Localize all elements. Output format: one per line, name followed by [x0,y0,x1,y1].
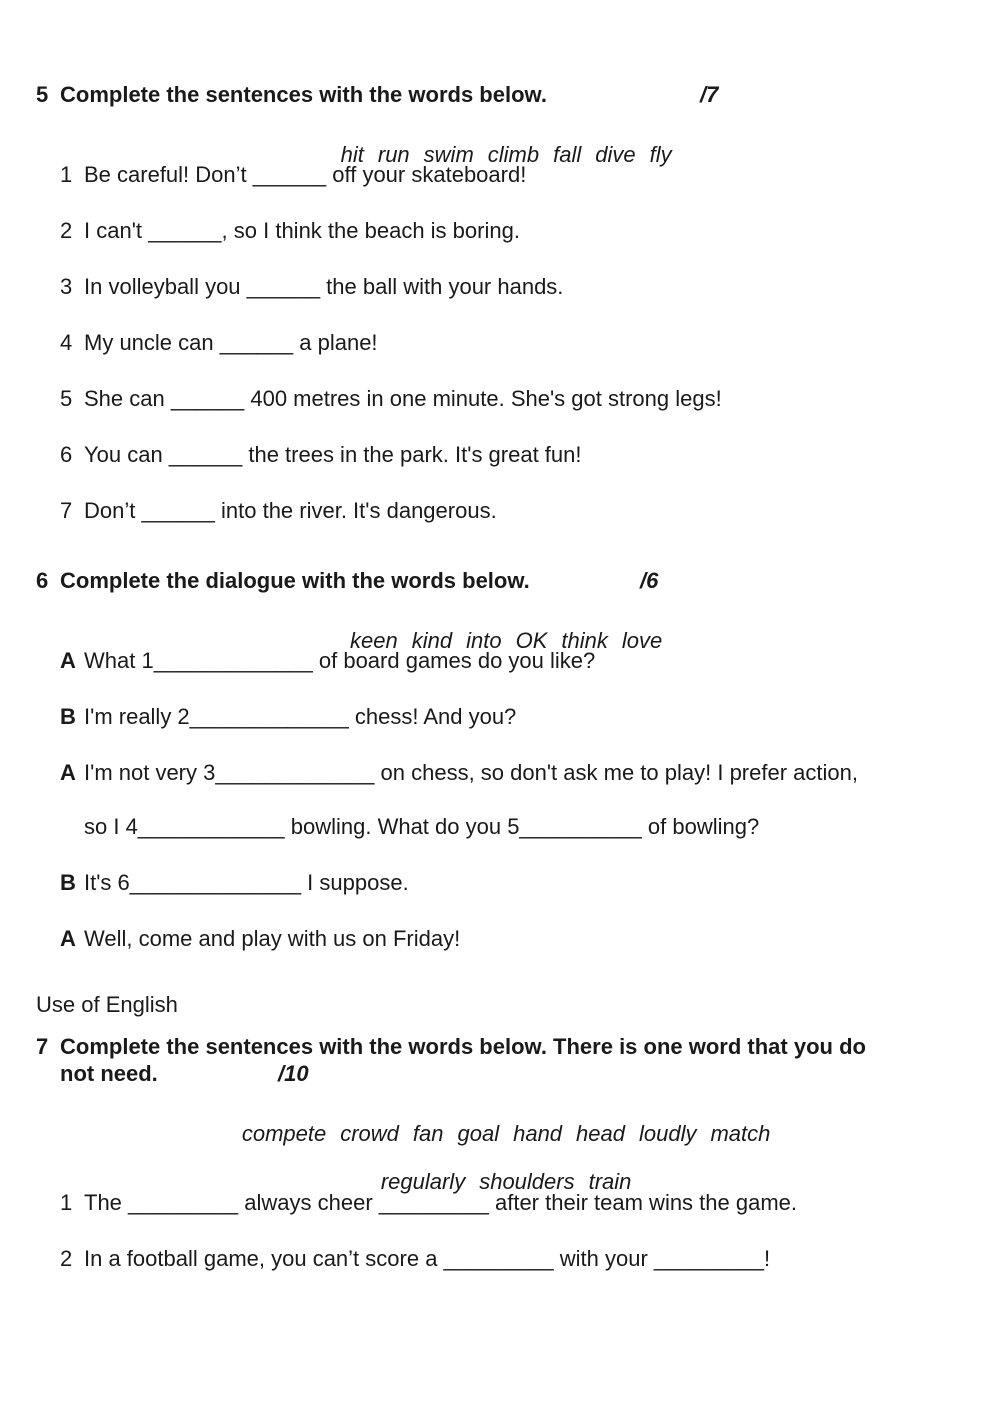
word-bank-item: climb [487,142,540,167]
sentence-text: In volleyball you ______ the ball with your hands. [84,274,564,299]
sentence-text: The _________ always cheer _________ after their team wins the game. [84,1190,798,1215]
dialogue-line: What 1_____________ of board games do you like? [84,648,596,673]
sentence-number: 2 [60,218,73,243]
exercise-5-number: 5 [36,82,49,107]
sentence-text: She can ______ 400 metres in one minute. She's got strong legs! [84,386,722,411]
dialogue-speaker: B [60,704,76,729]
word-bank-item: into [466,628,502,653]
exercise-7-title: Complete the sentences with the words below. There is one word that you do [60,1034,866,1059]
word-bank-item: keen [350,628,398,653]
exercise-5-word-bank [0,122,1000,166]
word-bank-item: fan [412,1121,444,1146]
exercise-5-title: Complete the sentences with the words below. [60,82,547,107]
section-heading: Use of English [36,992,178,1017]
word-bank-item: run [377,142,410,167]
sentence-text: Don’t ______ into the river. It's dangerous. [84,498,497,523]
dialogue-line: It's 6______________ I suppose. [84,870,409,895]
sentence-number: 3 [60,274,73,299]
exercise-7-word-bank-line-2 [0,1149,1000,1193]
word-bank-item: crowd [340,1121,399,1146]
dialogue-line: I'm not very 3_____________ on chess, so don't ask me to play! I prefer action, [84,760,858,785]
exercise-7-number: 7 [36,1034,49,1059]
word-bank-item: think [561,628,608,653]
sentence-number: 4 [60,330,73,355]
sentence-number: 2 [60,1246,73,1271]
dialogue-speaker: A [60,760,76,785]
word-bank-item: hit [340,142,364,167]
dialogue-line: I'm really 2_____________ chess! And you? [84,704,517,729]
exercise-6-score: /6 [640,568,659,593]
sentence-text: In a football game, you can’t score a _________ with your _________! [84,1246,771,1271]
exercise-7-score: /10 [278,1061,309,1086]
sentence-text: My uncle can ______ a plane! [84,330,378,355]
exercise-6-title: Complete the dialogue with the words below. [60,568,530,593]
word-bank-item: swim [423,142,474,167]
dialogue-speaker: A [60,926,76,951]
sentence-text: You can ______ the trees in the park. It's great fun! [84,442,582,467]
word-bank-item: shoulders [479,1169,575,1194]
word-bank-item: hand [513,1121,563,1146]
word-bank-item: love [621,628,663,653]
word-bank-item: loudly [639,1121,697,1146]
sentence-number: 5 [60,386,73,411]
word-bank-item: compete [241,1121,327,1146]
sentence-number: 7 [60,498,73,523]
word-bank-item: kind [411,628,453,653]
sentence-text: Be careful! Don’t ______ off your skateboard! [84,162,527,187]
exercise-6-number: 6 [36,568,49,593]
sentence-number: 1 [60,162,73,187]
word-bank-item: regularly [380,1169,466,1194]
word-bank-item: train [588,1169,632,1194]
word-bank-item: head [576,1121,625,1146]
word-bank-item: goal [457,1121,500,1146]
word-bank-item: fly [649,142,672,167]
sentence-number: 1 [60,1190,73,1215]
word-bank-item: match [710,1121,771,1146]
dialogue-speaker: B [60,870,76,895]
sentence-text: I can't ______, so I think the beach is boring. [84,218,520,243]
word-bank-item: dive [595,142,636,167]
exercise-7-word-bank-line-1 [0,1101,1000,1145]
exercise-6-word-bank [0,608,1000,652]
dialogue-speaker: A [60,648,76,673]
dialogue-line-continuation: so I 4____________ bowling. What do you 5__________ of bowling? [84,814,760,839]
exercise-7-title-continuation: not need. [60,1061,158,1086]
sentence-number: 6 [60,442,73,467]
word-bank-item: OK [515,628,548,653]
dialogue-line: Well, come and play with us on Friday! [84,926,461,951]
exercise-5-score: /7 [700,82,719,107]
word-bank-item: fall [553,142,582,167]
